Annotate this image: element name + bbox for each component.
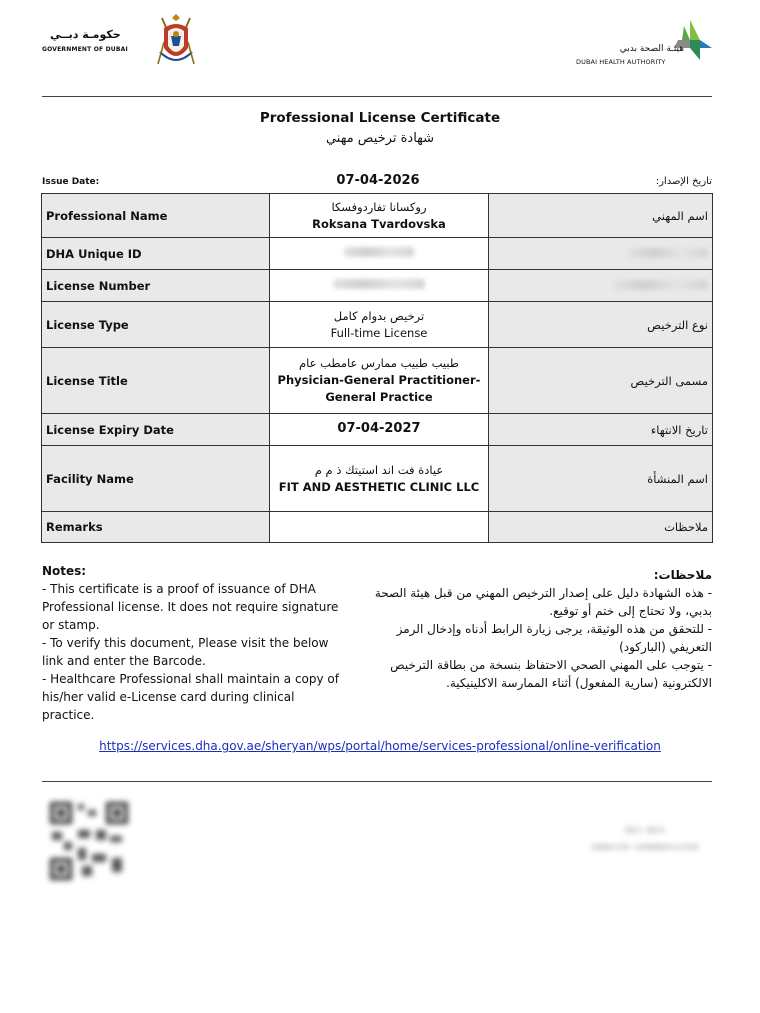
table-row-dha-unique-id (42, 238, 713, 270)
license-details-table (41, 193, 713, 543)
note-item-arabic: - يتوجب على المهني الصحي الاحتفاظ بنسخة من بطاقة الترخيص الالكترونية (سارية المفعول) أثناء الممارسة الاكلينيكية. (390, 658, 712, 690)
value-english: Roksana Tvardovska (312, 216, 446, 231)
redacted-value (344, 247, 414, 257)
row-label-arabic: اسم المنشأة (489, 446, 713, 512)
government-logo-english: GOVERNMENT OF DUBAI (42, 46, 128, 53)
notes-heading: Notes: (42, 564, 87, 578)
certificate-title-english: Professional License Certificate (259, 110, 501, 126)
table-row-remarks (42, 512, 713, 543)
row-value-empty (269, 512, 489, 543)
note-item: - Healthcare Professional shall maintain a copy of his/her valid e-License card during clinical practice. (42, 672, 339, 722)
table-row-professional-name (42, 194, 713, 238)
issue-date-label-arabic: تاريخ الإصدار: (655, 176, 712, 187)
note-item: - To verify this document, Please visit the below link and enter the Barcode. (42, 636, 329, 668)
government-of-dubai-logo (40, 12, 195, 74)
notes-english (42, 562, 347, 724)
value-arabic: روكسانا تفاردوفسكا (331, 199, 427, 214)
table-row-license-title (42, 348, 713, 414)
row-label-arabic: ملاحظات (489, 512, 713, 543)
note-item-arabic: - هذه الشهادة دليل على إصدار الترخيص المهني من قبل هيئة الصحة بدبي، ولا تحتاج إلى ختم أو توقيع. (374, 586, 712, 618)
value-english: Physician-General Practitioner-General Practice (277, 373, 481, 404)
row-value (269, 194, 489, 238)
footer-divider (42, 781, 712, 782)
note-item: - This certificate is a proof of issuance of DHA Professional license. It does not require signature or stamp. (42, 582, 339, 632)
row-value (269, 302, 489, 348)
row-value (269, 348, 489, 414)
row-label: Facility Name (42, 446, 270, 512)
value-english: Full-time License (330, 325, 428, 340)
qr-code-icon (48, 800, 130, 882)
dha-logo-english: DUBAI HEALTH AUTHORITY (576, 58, 666, 66)
redacted-page-label (624, 826, 665, 836)
row-label: License Type (42, 302, 270, 348)
row-label: License Number (42, 270, 270, 302)
row-label-arabic: اسم المهني (489, 194, 713, 238)
table-row-license-number (42, 270, 713, 302)
redacted-label (613, 280, 708, 290)
value-english: FIT AND AESTHETIC CLINIC LLC (278, 479, 480, 494)
row-label-arabic-redacted (489, 270, 713, 302)
row-value-redacted (269, 270, 489, 302)
table-row-license-type (42, 302, 713, 348)
table-row-license-expiry-date (42, 414, 713, 446)
row-label: License Title (42, 348, 270, 414)
table-row-facility-name (42, 446, 713, 512)
row-value (269, 446, 489, 512)
row-value-redacted (269, 238, 489, 270)
issue-date-value: 07-04-2026 (336, 173, 420, 188)
row-label-arabic-redacted (489, 238, 713, 270)
value-arabic: عيادة فت اند استيتك ذ م م (314, 462, 444, 477)
redacted-label (628, 248, 708, 258)
note-item-arabic: - للتحقق من هذه الوثيقة، يرجى زيارة الرابط أدناه وإدخال الرمز التعريفي (الباركود) (396, 622, 712, 654)
value-arabic: ترخيص بدوام كامل (333, 308, 425, 323)
online-verification-link[interactable]: https://services.dha.gov.ae/sheryan/wps/portal/home/services-professional/online-verification (99, 739, 661, 753)
government-logo-arabic: حكومـة دبــي (50, 28, 121, 41)
dha-logo-arabic: هيئـة الصحة بدبي (619, 44, 684, 54)
redacted-barcode-label (590, 843, 699, 853)
redacted-value (333, 279, 425, 289)
header-divider (42, 96, 712, 97)
dubai-crest-icon (40, 12, 195, 74)
notes-heading-arabic: ملاحظات: (653, 568, 712, 582)
row-label: Professional Name (42, 194, 270, 238)
value-english: 07-04-2027 (337, 421, 421, 437)
issue-date-label: Issue Date: (42, 177, 100, 187)
notes-arabic (360, 566, 712, 692)
row-label-arabic: مسمى الترخيص (489, 348, 713, 414)
row-label-arabic: نوع الترخيص (489, 302, 713, 348)
certificate-title-arabic: شهادة ترخيص مهني (325, 131, 435, 146)
value-arabic: طبيب طبيب ممارس عامطب عام (298, 356, 460, 371)
dha-logo-icon (660, 18, 712, 62)
row-label-arabic: تاريخ الانتهاء (489, 414, 713, 446)
row-label: DHA Unique ID (42, 238, 270, 270)
row-label: License Expiry Date (42, 414, 270, 446)
row-value (269, 414, 489, 446)
row-label: Remarks (42, 512, 270, 543)
